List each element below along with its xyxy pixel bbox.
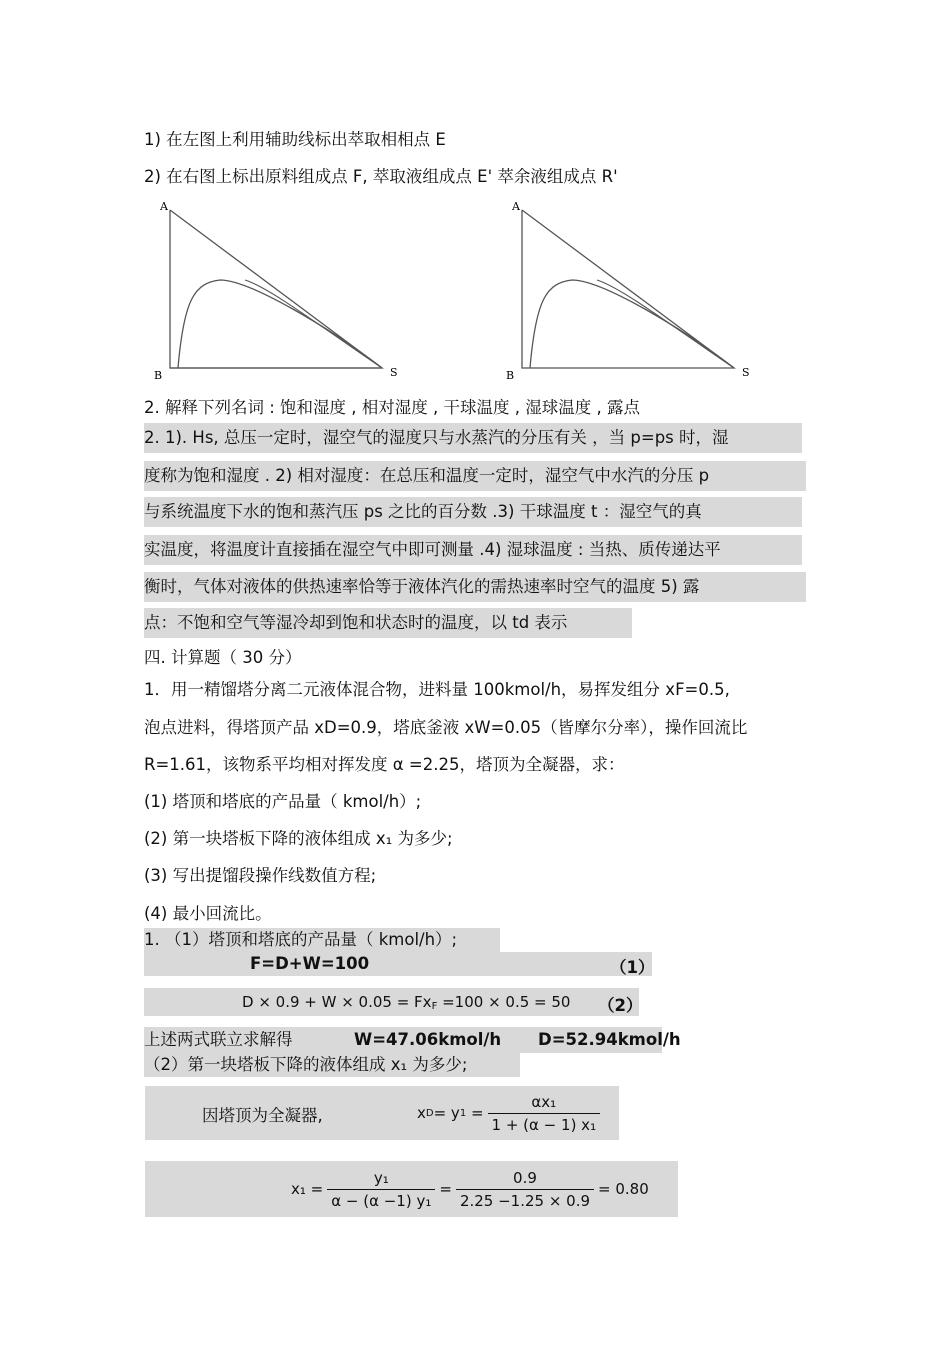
binodal-curve <box>530 280 734 368</box>
q1-line2: 2) 在右图上标出原料组成点 F, 萃取液组成点 E' 萃余液组成点 R' <box>144 167 618 186</box>
q2-answer-line-2: 度称为饱和湿度 . 2) 相对湿度：在总压和温度一定时，湿空气中水汽的分压 p <box>144 461 806 491</box>
q2-answer-line-6: 点：不饱和空气等湿冷却到饱和状态时的温度，以 td 表示 <box>144 608 632 638</box>
q2-answer-line-5: 衡时，气体对液体的供热速率恰等于液体汽化的需热速率时空气的温度 5) 露 <box>144 572 806 602</box>
tie-curve <box>245 280 382 368</box>
q2-answer-line-1: 2. 1). Hs, 总压一定时，湿空气的湿度只与水蒸汽的分压有关 ，当 p=ps 时，湿 <box>144 423 802 453</box>
p1-line-1: 1．用一精馏塔分离二元液体混合物，进料量 100kmol/h，易挥发组分 xF=0.5, <box>144 680 730 699</box>
left-triangle-diagram <box>150 198 410 383</box>
eq2-text: $D \times 0.9 + W \times 0.05 = Fx_F =100 \times 0.5 = 50$ <box>242 993 571 1012</box>
binodal-curve <box>178 280 382 368</box>
eq1-text: F=D+W=100 <box>250 954 370 973</box>
formula2-box <box>145 1161 678 1217</box>
vertex-a-label: A <box>512 200 520 213</box>
formula1-box <box>145 1086 619 1140</box>
right-triangle-diagram <box>502 198 762 383</box>
formula1-fraction: $\frac{\text{αx₁}}{\text{1 + (α − 1) x₁}}$ <box>488 1093 601 1134</box>
p1-line-2: 泡点进料，得塔顶产品 xD=0.9，塔底釜液 xW=0.05（皆摩尔分率），操作回流比 <box>144 718 748 737</box>
vertex-b-label: B <box>506 369 515 382</box>
result-line <box>144 1027 681 1053</box>
formula2-fraction-2: $\frac{0.9}{2.25 -1.25 \times 0.9}$ <box>456 1169 594 1210</box>
vertex-b-label: B <box>154 369 163 382</box>
p1-line-5: (2) 第一块塔板下降的液体组成 x₁ 为多少; <box>144 829 453 848</box>
p1-line-6: (3) 写出提馏段操作线数值方程; <box>144 866 377 885</box>
q2-title: 2. 解释下列名词 : 饱和湿度 , 相对湿度 , 干球温度 , 湿球温度 , 露点 <box>144 398 640 417</box>
vertex-a-label: A <box>160 200 168 213</box>
tie-curve <box>597 280 734 368</box>
formula2: x₁ = $\frac{\text{y₁}}{\text{α − (α −1) y₁}}$ = $\frac{0.9}{2.25 -1.25 \times 0.9}$ = 0.80 <box>291 1168 649 1210</box>
p1-line-7: (4) 最小回流比。 <box>144 904 272 923</box>
formula2-fraction-1: $\frac{\text{y₁}}{\text{α − (α −1) y₁}}$ <box>327 1169 435 1210</box>
q2-answer-line-4: 实温度，将温度计直接插在湿空气中即可测量 .4) 湿球温度 : 当热、质传递达平 <box>144 535 802 565</box>
result-w: W=47.06kmol/h <box>354 1030 502 1049</box>
eq1-box <box>144 952 655 977</box>
q1-line1: 1) 在左图上利用辅助线标出萃取相相点 E <box>144 130 446 149</box>
section-4-title: 四. 计算题（ 30 分） <box>144 648 302 667</box>
vertex-s-label: S <box>390 366 398 379</box>
eq1-number: （1） <box>610 958 655 977</box>
solution-part1-title: 1. （1）塔顶和塔底的产品量（ kmol/h）; <box>144 928 500 952</box>
vertex-s-label: S <box>742 366 750 379</box>
q2-answer-line-3: 与系统温度下水的饱和蒸汽压 ps 之比的百分数 .3) 干球温度 t ：湿空气的真 <box>144 497 802 527</box>
p1-line-3: R=1.61，该物系平均相对挥发度 α =2.25，塔顶为全凝器，求： <box>144 755 625 774</box>
solution-part2-title: （2）第一块塔板下降的液体组成 x₁ 为多少; <box>144 1053 520 1077</box>
formula1: x D = y 1 = $\frac{\text{αx₁}}{\text{1 + (α − 1) x₁}}$ <box>417 1090 604 1136</box>
result-d: D=52.94kmol/h <box>538 1030 681 1049</box>
condenser-label: 因塔顶为全凝器, <box>202 1106 323 1125</box>
p1-line-4: (1) 塔顶和塔底的产品量（ kmol/h）; <box>144 792 422 811</box>
result-label: 上述两式联立求解得 <box>144 1030 293 1049</box>
eq2-box <box>144 988 643 1016</box>
eq2-number: （2） <box>598 996 643 1015</box>
